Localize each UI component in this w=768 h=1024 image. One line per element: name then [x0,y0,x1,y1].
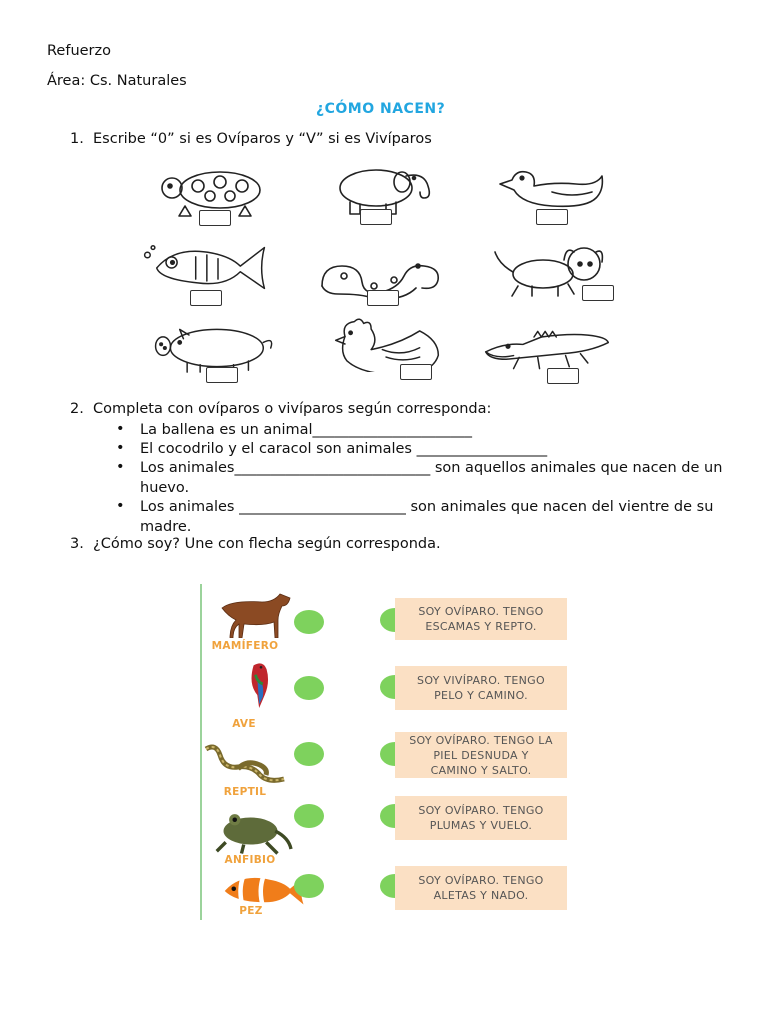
section3-number: 3. [70,536,84,552]
header-area: Área: Cs. Naturales [47,73,187,89]
section2-number: 2. [70,401,84,417]
matching-exercise [200,584,568,920]
match-dot-left-3[interactable] [294,742,324,766]
snake-image [200,736,290,786]
description-text-1: SOY OVÍPARO. TENGO ESCAMAS Y REPTO. [418,605,544,633]
horse-image [208,588,298,638]
description-text-4: SOY OVÍPARO. TENGO PLUMAS Y VUELO. [418,804,544,832]
fish-drawing [140,240,270,296]
answer-box-elephant[interactable] [360,209,392,225]
answer-box-hen[interactable] [400,364,432,380]
answer-box-fish[interactable] [190,290,222,306]
category-pez: PEZ [239,905,263,917]
answer-box-snake[interactable] [367,290,399,306]
match-dot-left-4[interactable] [294,804,324,828]
page-title: ¿CÓMO NACEN? [316,101,446,117]
bullet-text-4: Los animales _______________________ son animales que nacen del vientre de su madre. [140,499,714,535]
description-text-3: SOY OVÍPARO. TENGO LA PIEL DESNUDA Y CAMINO Y SALTO. [409,733,553,777]
section1-number: 1. [70,131,84,147]
bullet-icon: • [116,459,125,475]
description-card-1 [395,598,567,640]
bullet-text-2: El cocodrilo y el caracol son animales __________________ [140,441,548,457]
section3-instruction: ¿Cómo soy? Une con flecha según corresponda. [93,536,441,552]
bullet-text-1: La ballena es un animal______________________ [140,422,473,438]
match-dot-left-1[interactable] [294,610,324,634]
description-text-2: SOY VIVÍPARO. TENGO PELO Y CAMINO. [417,674,545,702]
category-anfibio: ANFIBIO [224,854,276,866]
description-card-5 [395,866,567,910]
description-card-3 [395,732,567,778]
answer-box-duck[interactable] [536,209,568,225]
answer-box-pig[interactable] [206,367,238,383]
section1-instruction: Escribe “0” si es Ovíparos y “V” si es Vivíparos [93,131,432,147]
hen-drawing [322,316,452,372]
answer-box-dog[interactable] [582,285,614,301]
answer-box-crocodile[interactable] [547,368,579,384]
match-dot-left-5[interactable] [294,874,324,898]
category-mamifero: MAMÍFERO [211,640,279,652]
section2-instruction: Completa con ovíparos o vivíparos según corresponda: [93,401,492,417]
category-ave: AVE [232,718,256,730]
frog-image [210,806,300,856]
match-dot-left-2[interactable] [294,676,324,700]
category-reptil: REPTIL [223,786,267,798]
bullet-icon: • [116,498,125,514]
header-refuerzo: Refuerzo [47,43,112,59]
description-text-5: SOY OVÍPARO. TENGO ALETAS Y NADO. [418,874,544,902]
description-card-4 [395,796,567,840]
bullet-icon: • [116,421,125,437]
bullet-text-3: Los animales___________________________ son aquellos animales que nacen de un huevo. [140,460,723,496]
description-card-2 [395,666,567,710]
bullet-icon: • [116,440,125,456]
answer-box-turtle[interactable] [199,210,231,226]
parrot-image [216,658,306,708]
